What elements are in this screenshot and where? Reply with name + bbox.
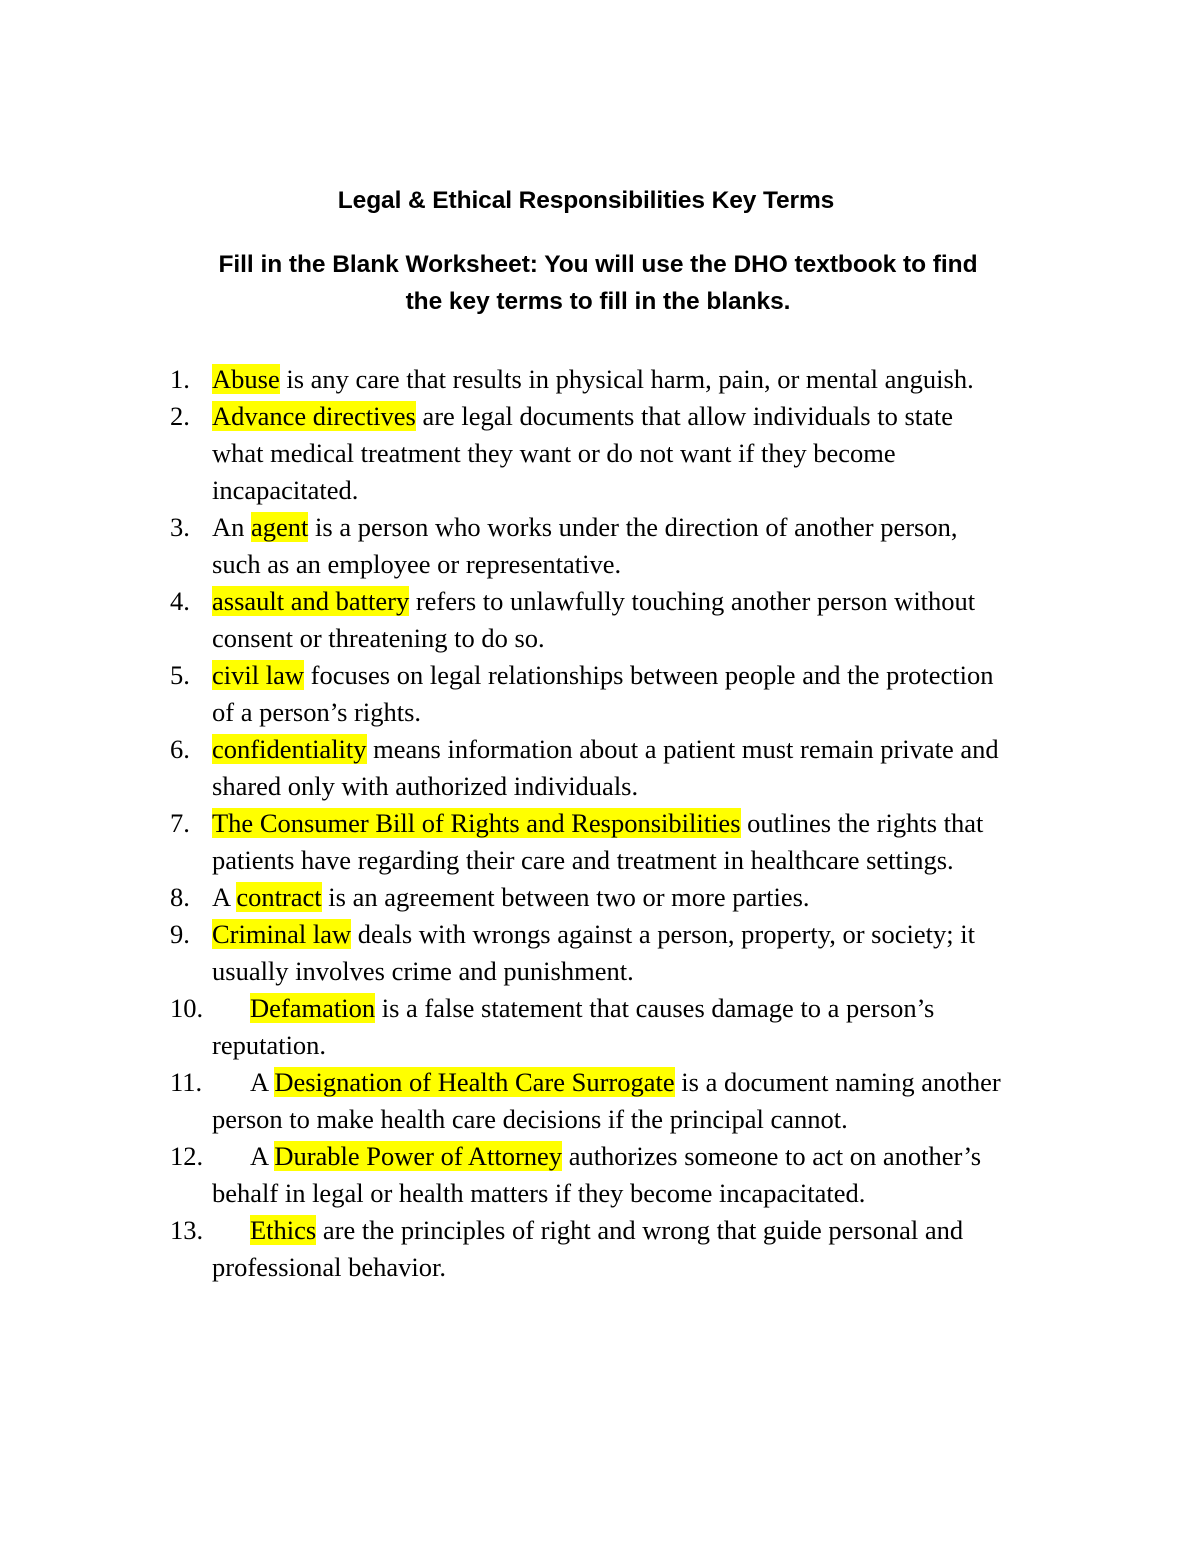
list-item-number: 6. [170, 734, 190, 765]
list-item-prefix: An [212, 512, 252, 543]
page-title: Legal & Ethical Responsibilities Key Terms [337, 187, 835, 214]
list-item-definition: are legal documents that allow individuals to state what medical treatment they want or do not want if they become incapacitated. [212, 401, 954, 506]
list-item-number: 10. [170, 993, 204, 1024]
worksheet-instructions: Fill in the Blank Worksheet: You will use the DHO textbook to find the key terms to fill in the blanks. [218, 250, 978, 315]
highlighted-key-term: Durable Power of Attorney [274, 1141, 563, 1172]
list-item [170, 916, 1002, 990]
highlighted-key-term: contract [236, 882, 322, 913]
highlighted-key-term: The Consumer Bill of Rights and Responsibilities [212, 808, 741, 839]
list-item-definition: is any care that results in physical harm, pain, or mental anguish. [279, 364, 974, 395]
list-item-number: 5. [170, 660, 190, 691]
list-item-definition: is a person who works under the direction of another person, such as an employee or representative. [212, 512, 958, 580]
list-item-definition: is a false statement that causes damage to a person’s reputation. [212, 993, 935, 1061]
list-item-number: 4. [170, 586, 190, 617]
list-item-definition: outlines the rights that patients have regarding their care and treatment in healthcare settings. [212, 808, 984, 876]
key-terms-list [170, 320, 1002, 1286]
list-item-number: 9. [170, 919, 190, 950]
highlighted-key-term: Abuse [212, 364, 280, 395]
list-item-text [212, 1067, 1001, 1134]
highlighted-key-term: confidentiality [212, 734, 367, 765]
list-item-number: 13. [170, 1215, 204, 1246]
list-item-number: 8. [170, 882, 190, 913]
list-item-text [212, 660, 994, 727]
list-item-number: 11. [170, 1067, 203, 1098]
list-item-definition: refers to unlawfully touching another person without consent or threatening to do so. [212, 586, 976, 654]
list-item-definition: are the principles of right and wrong that guide personal and professional behavior. [212, 1215, 964, 1283]
list-item-prefix: A [250, 1067, 275, 1098]
highlighted-key-term: assault and battery [212, 586, 410, 617]
list-item-prefix: A [250, 1141, 275, 1172]
highlighted-key-term: Defamation [250, 993, 376, 1024]
list-item-definition: is an agreement between two or more parties. [321, 882, 810, 913]
highlighted-key-term: civil law [212, 660, 304, 691]
list-item-text [212, 512, 958, 579]
highlighted-key-term: Criminal law [212, 919, 352, 950]
list-item [170, 657, 1002, 731]
list-item-text [212, 808, 983, 875]
list-item-definition: deals with wrongs against a person, property, or society; it usually involves crime and punishment. [212, 919, 975, 987]
list-item-text [212, 1141, 981, 1208]
list-item [170, 879, 1002, 916]
list-item [170, 990, 1002, 1064]
list-item [170, 361, 1002, 398]
list-item-text [212, 364, 974, 394]
list-item [170, 583, 1002, 657]
list-item-number: 7. [170, 808, 190, 839]
list-item-definition: focuses on legal relationships between people and the protection of a person’s rights. [212, 660, 994, 728]
list-item-text [212, 734, 999, 801]
list-item-text [212, 993, 934, 1060]
list-item [170, 1138, 1002, 1212]
highlighted-key-term: Ethics [250, 1215, 317, 1246]
list-item [170, 1064, 1002, 1138]
list-item [170, 398, 1002, 509]
list-item-definition: is a document naming another person to make health care decisions if the principal cannot. [212, 1067, 1001, 1135]
list-item-text [212, 919, 975, 986]
list-item-number: 3. [170, 512, 190, 543]
list-item-text [212, 586, 975, 653]
list-item [170, 805, 1002, 879]
highlighted-key-term: Advance directives [212, 401, 416, 432]
list-item [170, 509, 1002, 583]
list-item-text [212, 1215, 963, 1282]
highlighted-key-term: agent [251, 512, 309, 543]
list-item [170, 731, 1002, 805]
highlighted-key-term: Designation of Health Care Surrogate [274, 1067, 675, 1098]
list-item-definition: means information about a patient must remain private and shared only with authorized individuals. [212, 734, 999, 802]
document-content [170, 0, 1002, 1286]
list-item-number: 2. [170, 401, 190, 432]
list-item-prefix: A [212, 882, 237, 913]
list-item-text [212, 401, 953, 505]
list-item-number: 1. [170, 364, 190, 395]
list-item-text [212, 882, 810, 912]
list-item [170, 1212, 1002, 1286]
list-item-number: 12. [170, 1141, 204, 1172]
list-item-definition: authorizes someone to act on another’s behalf in legal or health matters if they become incapacitated. [212, 1141, 982, 1209]
